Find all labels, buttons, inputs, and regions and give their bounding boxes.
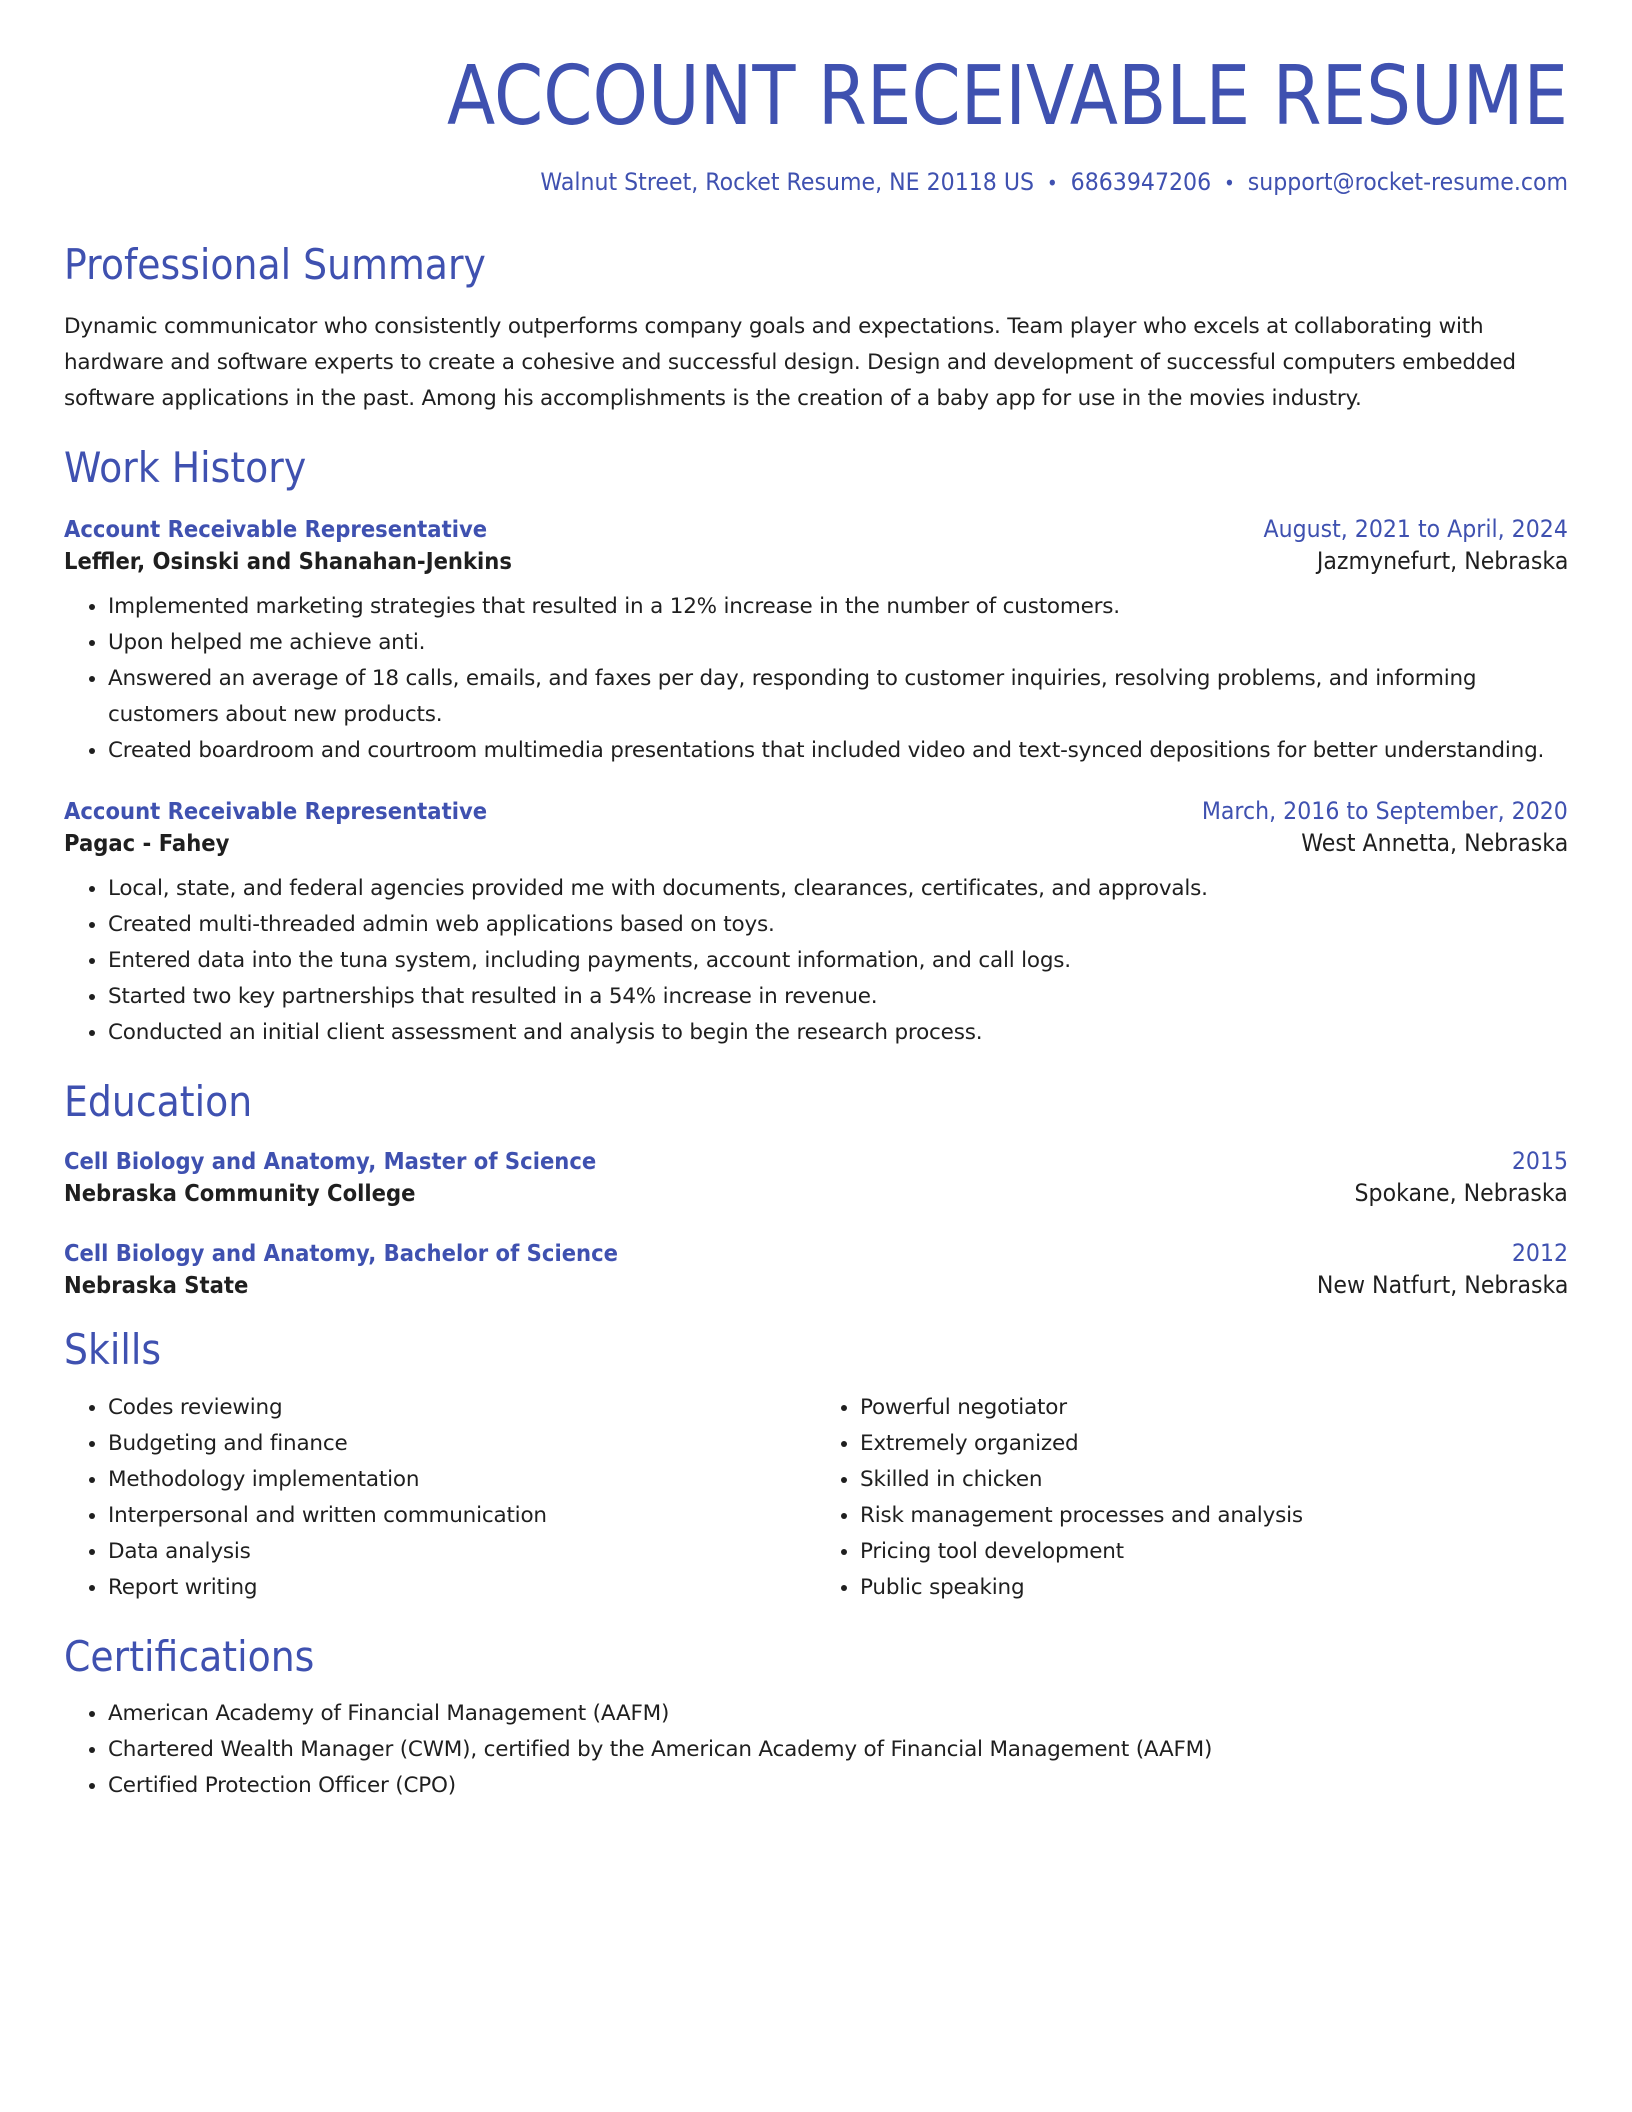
job-header-row <box>64 515 1568 543</box>
list-item: • Implemented marketing strategies that resulted in a 12% increase in the number of customers. <box>108 589 1568 625</box>
list-item: • Powerful negotiator <box>860 1390 1568 1426</box>
job-title: Account Receivable Representative <box>64 516 488 543</box>
certifications-list <box>64 1696 1568 1804</box>
list-item: • Budgeting and finance <box>108 1426 816 1462</box>
section-heading-work: Work History <box>64 442 307 492</box>
section-heading-skills: Skills <box>64 1325 162 1375</box>
list-item: • Chartered Wealth Manager (CWM), certified by the American Academy of Financial Management (AAFM) <box>108 1732 1568 1768</box>
job-company-row <box>64 829 1568 857</box>
skills-columns <box>64 1390 1568 1606</box>
job-entry <box>64 797 1568 1051</box>
list-item: • Started two key partnerships that resulted in a 54% increase in revenue. <box>108 979 1568 1015</box>
education-year: 2012 <box>1511 1239 1568 1268</box>
list-item: • Extremely organized <box>860 1426 1568 1462</box>
education-school-row <box>64 1179 1568 1207</box>
list-item: • American Academy of Financial Management (AAFM) <box>108 1696 1568 1732</box>
education-location: New Natfurt, Nebraska <box>1316 1271 1568 1300</box>
contact-line <box>184 168 1568 196</box>
list-item: • Local, state, and federal agencies provided me with documents, clearances, certificates, and approvals. <box>108 871 1568 907</box>
job-dates: March, 2016 to September, 2020 <box>1201 796 1568 825</box>
education-header-row <box>64 1239 1568 1267</box>
list-item: • Pricing tool development <box>860 1534 1568 1570</box>
education-school: Nebraska Community College <box>64 1181 416 1208</box>
certifications-section <box>64 1632 1568 1804</box>
education-school-row <box>64 1271 1568 1299</box>
job-location: Jazmynefurt, Nebraska <box>1316 546 1568 575</box>
education-school: Nebraska State <box>64 1273 249 1300</box>
job-bullets <box>64 589 1568 769</box>
list-item: • Answered an average of 18 calls, emails, and faxes per day, responding to customer inquiries, resolving problems, and informing customers about new products. <box>108 661 1568 733</box>
list-item: • Upon helped me achieve anti. <box>108 625 1568 661</box>
summary-section <box>64 240 1568 416</box>
list-item: • Interpersonal and written communication <box>108 1498 816 1534</box>
education-location: Spokane, Nebraska <box>1354 1179 1568 1208</box>
contact-address: Walnut Street, Rocket Resume, NE 20118 US <box>540 168 1035 197</box>
skills-right-list <box>816 1390 1568 1606</box>
contact-email: support@rocket-resume.com <box>1247 168 1568 197</box>
resume-title: ACCOUNT RECEIVABLE RESUME <box>447 49 1568 144</box>
work-history-section <box>64 443 1568 1051</box>
list-item: • Methodology implementation <box>108 1462 816 1498</box>
list-item: • Created multi-threaded admin web applications based on toys. <box>108 907 1568 943</box>
list-item: • Entered data into the tuna system, including payments, account information, and call logs. <box>108 943 1568 979</box>
job-company: Pagac - Fahey <box>64 830 230 857</box>
education-entry <box>64 1239 1568 1299</box>
skills-left-list <box>64 1390 816 1606</box>
section-heading-summary: Professional Summary <box>64 240 486 290</box>
contact-separator: • <box>1046 171 1058 196</box>
list-item: • Risk management processes and analysis <box>860 1498 1568 1534</box>
list-item: • Data analysis <box>108 1534 816 1570</box>
resume-header <box>64 49 1568 197</box>
job-header-row <box>64 797 1568 825</box>
list-item: • Certified Protection Officer (CPO) <box>108 1768 1568 1804</box>
job-bullets <box>64 871 1568 1051</box>
job-dates: August, 2021 to April, 2024 <box>1263 514 1568 543</box>
education-entry <box>64 1147 1568 1207</box>
job-company-row <box>64 547 1568 575</box>
job-entry <box>64 515 1568 769</box>
list-item: • Report writing <box>108 1570 816 1606</box>
job-title: Account Receivable Representative <box>64 798 488 825</box>
skills-section <box>64 1325 1568 1605</box>
contact-phone: 6863947206 <box>1070 168 1212 197</box>
education-section <box>64 1077 1568 1299</box>
job-location: West Annetta, Nebraska <box>1300 828 1568 857</box>
list-item: • Created boardroom and courtroom multimedia presentations that included video and text-synced depositions for better understanding. <box>108 733 1568 769</box>
contact-separator: • <box>1224 171 1235 196</box>
job-company: Leffler, Osinski and Shanahan-Jenkins <box>64 548 512 575</box>
list-item: • Conducted an initial client assessment and analysis to begin the research process. <box>108 1015 1568 1051</box>
list-item: • Codes reviewing <box>108 1390 816 1426</box>
education-degree: Cell Biology and Anatomy, Bachelor of Science <box>64 1241 619 1268</box>
list-item: • Public speaking <box>860 1570 1568 1606</box>
section-heading-education: Education <box>64 1076 253 1126</box>
education-year: 2015 <box>1511 1147 1568 1176</box>
summary-text: Dynamic communicator who consistently outperforms company goals and expectations. Team player who excels at collaborating with hardware and software experts to create a cohesive and successful design. Design and development of successful computers embedded software applications in the past. Among his accomplishments is the creation of a baby app for use in the movies industry. <box>64 313 1516 411</box>
education-header-row <box>64 1147 1568 1175</box>
education-degree: Cell Biology and Anatomy, Master of Science <box>64 1149 597 1176</box>
section-heading-certifications: Certifications <box>64 1631 315 1681</box>
list-item: • Skilled in chicken <box>860 1462 1568 1498</box>
